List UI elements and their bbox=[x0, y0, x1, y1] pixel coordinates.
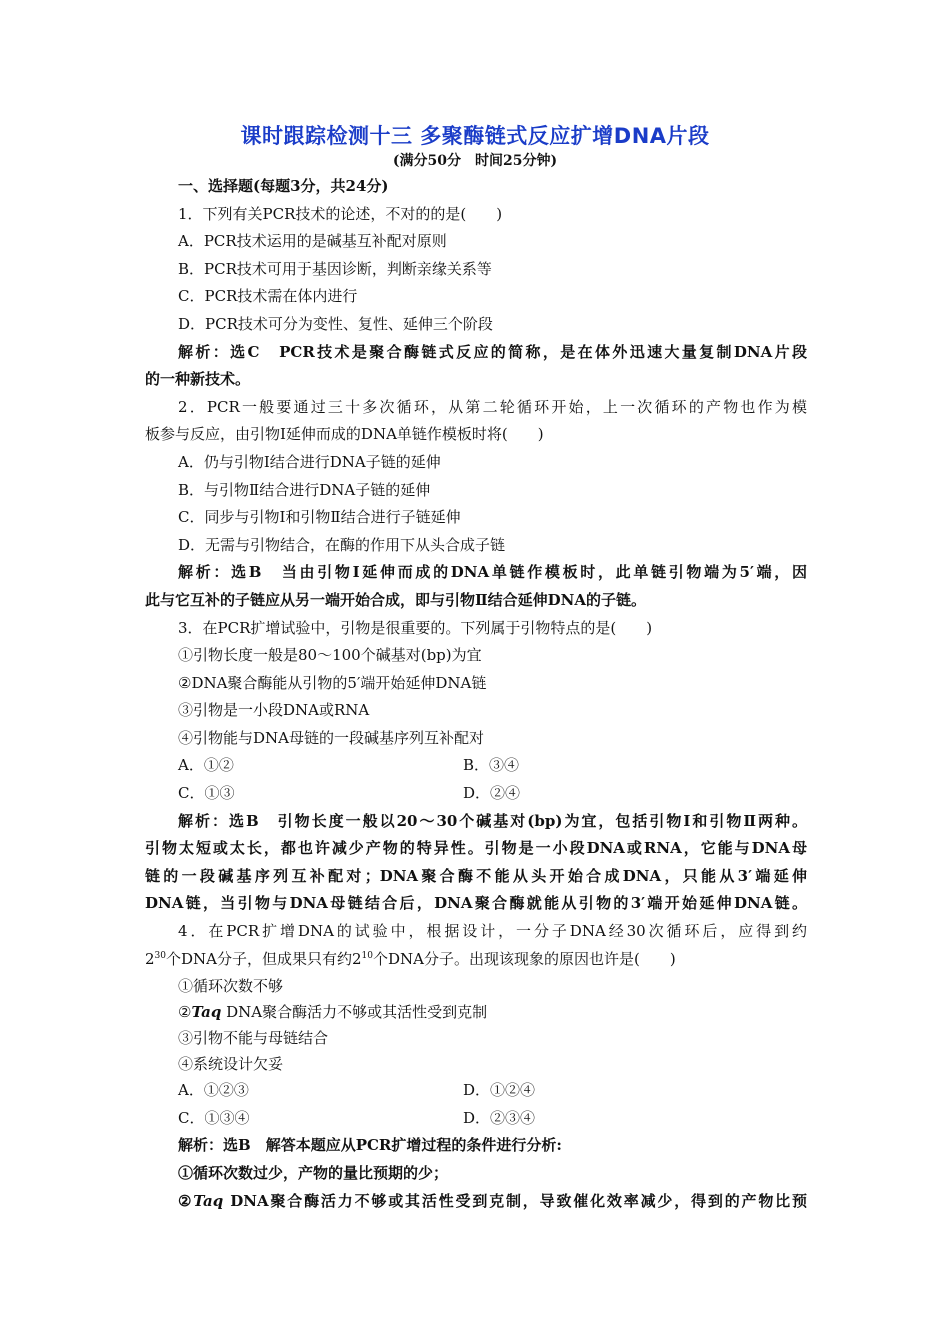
q4-analysis-3-text: DNA聚合酶活力不够或其活性受到克制，导致催化效率减少，得到的产物比预 bbox=[223, 1191, 807, 1210]
q4-stem-text-3: 个DNA分子。出现该现象的原因也许是( ) bbox=[372, 949, 676, 968]
q4-stem-exponent-2: 10 bbox=[361, 950, 373, 961]
q4-stem-base-1: 2 bbox=[145, 949, 155, 968]
q2-analysis-line-2: 此与它互补的子链应从另一端开始合成，即与引物Ⅱ结合延伸DNA的子链。 bbox=[145, 590, 647, 609]
page-title: 课时跟踪检测十三 多聚酶链式反应扩增DNA片段 bbox=[240, 124, 710, 148]
q3-statement-4: ④引物能与DNA母链的一段碱基序列互补配对 bbox=[178, 728, 484, 747]
q3-analysis-line-4: DNA链，当引物与DNA母链结合后，DNA聚合酶就能从引物的3′端开始延伸DNA链。 bbox=[145, 894, 807, 913]
q3-option-b: B．③④ bbox=[463, 756, 520, 775]
q2-option-c: C．同步与引物Ⅰ和引物Ⅱ结合进行子链延伸 bbox=[178, 508, 461, 527]
q2-analysis-text: 选B 当由引物Ⅰ延伸而成的DNA单链作模板时，此单链引物端为5′端，因 bbox=[231, 563, 807, 582]
q2-stem-line-2: 板参与反应，由引物Ⅰ延伸而成的DNA单链作模板时将( ) bbox=[145, 425, 544, 444]
q3-statement-1: ①引物长度一般是80～100个碱基对(bp)为宜 bbox=[178, 646, 482, 665]
q2-option-b: B．与引物Ⅱ结合进行DNA子链的延伸 bbox=[178, 480, 431, 499]
q3-analysis-line-3: 链的一段碱基序列互补配对；DNA聚合酶不能从头开始合成DNA，只能从3′端延伸 bbox=[145, 866, 807, 885]
q4-options-row-2 bbox=[145, 1105, 807, 1133]
q3-analysis-text: 选B 引物长度一般以20～30个碱基对(bp)为宜，包括引物Ⅰ和引物Ⅱ两种。 bbox=[228, 811, 807, 830]
q3-options-row-1 bbox=[145, 752, 807, 780]
q2-stem-line-1: 2．PCR一般要通过三十多次循环，从第二轮循环开始，上一次循环的产物也作为模 bbox=[178, 397, 807, 416]
q4-option-b: D．①②④ bbox=[463, 1081, 536, 1100]
q2-analysis-line-1 bbox=[145, 559, 807, 587]
q3-statement-3: ③引物是一小段DNA或RNA bbox=[178, 701, 370, 720]
q4-statement-4: ④系统设计欠妥 bbox=[178, 1055, 284, 1074]
q3-option-c: C．①③ bbox=[178, 784, 235, 803]
q4-options-row-1 bbox=[145, 1077, 807, 1105]
q3-option-a: A．①② bbox=[178, 756, 234, 775]
q4-analysis-3-taq: Taq bbox=[193, 1191, 224, 1210]
q4-analysis-text: 选B 解答本题应从PCR扩增过程的条件进行分析: bbox=[223, 1136, 562, 1155]
q3-statement-2: ②DNA聚合酶能从引物的5′端开始延伸DNA链 bbox=[178, 673, 487, 692]
q3-stem: 3．在PCR扩增试验中，引物是很重要的。下列属于引物特点的是( ) bbox=[178, 618, 653, 637]
q1-analysis-line-1 bbox=[145, 339, 807, 367]
q4-stem-text-2: 个DNA分子，但成果只有约2 bbox=[166, 949, 362, 968]
q4-statement-3: ③引物不能与母链结合 bbox=[178, 1029, 329, 1048]
q2-option-a: A．仍与引物Ⅰ结合进行DNA子链的延伸 bbox=[178, 452, 441, 471]
q1-stem: 1．下列有关PCR技术的论述，不对的的是( ) bbox=[178, 204, 503, 223]
q2-option-d: D．无需与引物结合，在酶的作用下从头合成子链 bbox=[178, 535, 506, 554]
q4-stem-line-2 bbox=[145, 946, 807, 974]
q4-statement-2-num: ② bbox=[178, 1003, 192, 1022]
analysis-label: 解析： bbox=[178, 811, 229, 830]
q1-option-d: D．PCR技术可分为变性、复性、延伸三个阶段 bbox=[178, 314, 493, 333]
q1-analysis-line-2: 的一种新技术。 bbox=[145, 370, 251, 389]
q4-statement-2-taq: Taq bbox=[191, 1003, 222, 1022]
q4-statement-1: ①循环次数不够 bbox=[178, 977, 284, 996]
q1-option-b: B．PCR技术可用于基因诊断，判断亲缘关系等 bbox=[178, 259, 492, 278]
q1-analysis-text: 选C PCR技术是聚合酶链式反应的简称，是在体外迅速大量复制DNA片段 bbox=[230, 342, 807, 361]
q4-statement-2-text: DNA聚合酶活力不够或其活性受到克制 bbox=[221, 1003, 488, 1022]
q4-analysis-line-2: ①循环次数过少，产物的量比预期的少； bbox=[178, 1164, 449, 1182]
q4-statement-2 bbox=[145, 999, 807, 1025]
analysis-label: 解析： bbox=[178, 342, 231, 361]
q4-stem-line-1: 4．在PCR扩增DNA的试验中，根据设计，一分子DNA经30次循环后，应得到约 bbox=[178, 922, 807, 941]
q1-option-a: A．PCR技术运用的是碱基互补配对原则 bbox=[178, 232, 447, 251]
q1-option-c: C．PCR技术需在体内进行 bbox=[178, 287, 358, 306]
q4-stem-exponent-1: 30 bbox=[154, 950, 166, 961]
q4-analysis-3-num: ② bbox=[178, 1191, 194, 1210]
q4-option-d: D．②③④ bbox=[463, 1108, 536, 1127]
section-heading: 一、选择题(每题3分，共24分) bbox=[178, 177, 389, 195]
q3-option-d: D．②④ bbox=[463, 784, 521, 803]
document-body bbox=[145, 173, 807, 1215]
q4-analysis-line-3 bbox=[145, 1188, 807, 1216]
analysis-label: 解析： bbox=[178, 563, 232, 582]
q4-analysis-line-1 bbox=[145, 1132, 807, 1160]
analysis-label: 解析： bbox=[178, 1136, 224, 1155]
page-subtitle: (满分50分 时间25分钟) bbox=[392, 153, 558, 169]
q3-options-row-2 bbox=[145, 780, 807, 808]
q4-option-a: A．①②③ bbox=[178, 1081, 249, 1100]
q4-option-c: C．①③④ bbox=[178, 1108, 250, 1127]
q3-analysis-line-1 bbox=[145, 808, 807, 836]
q3-analysis-line-2: 引物太短或太长，都也许减少产物的特异性。引物是一小段DNA或RNA，它能与DNA母 bbox=[145, 839, 807, 858]
